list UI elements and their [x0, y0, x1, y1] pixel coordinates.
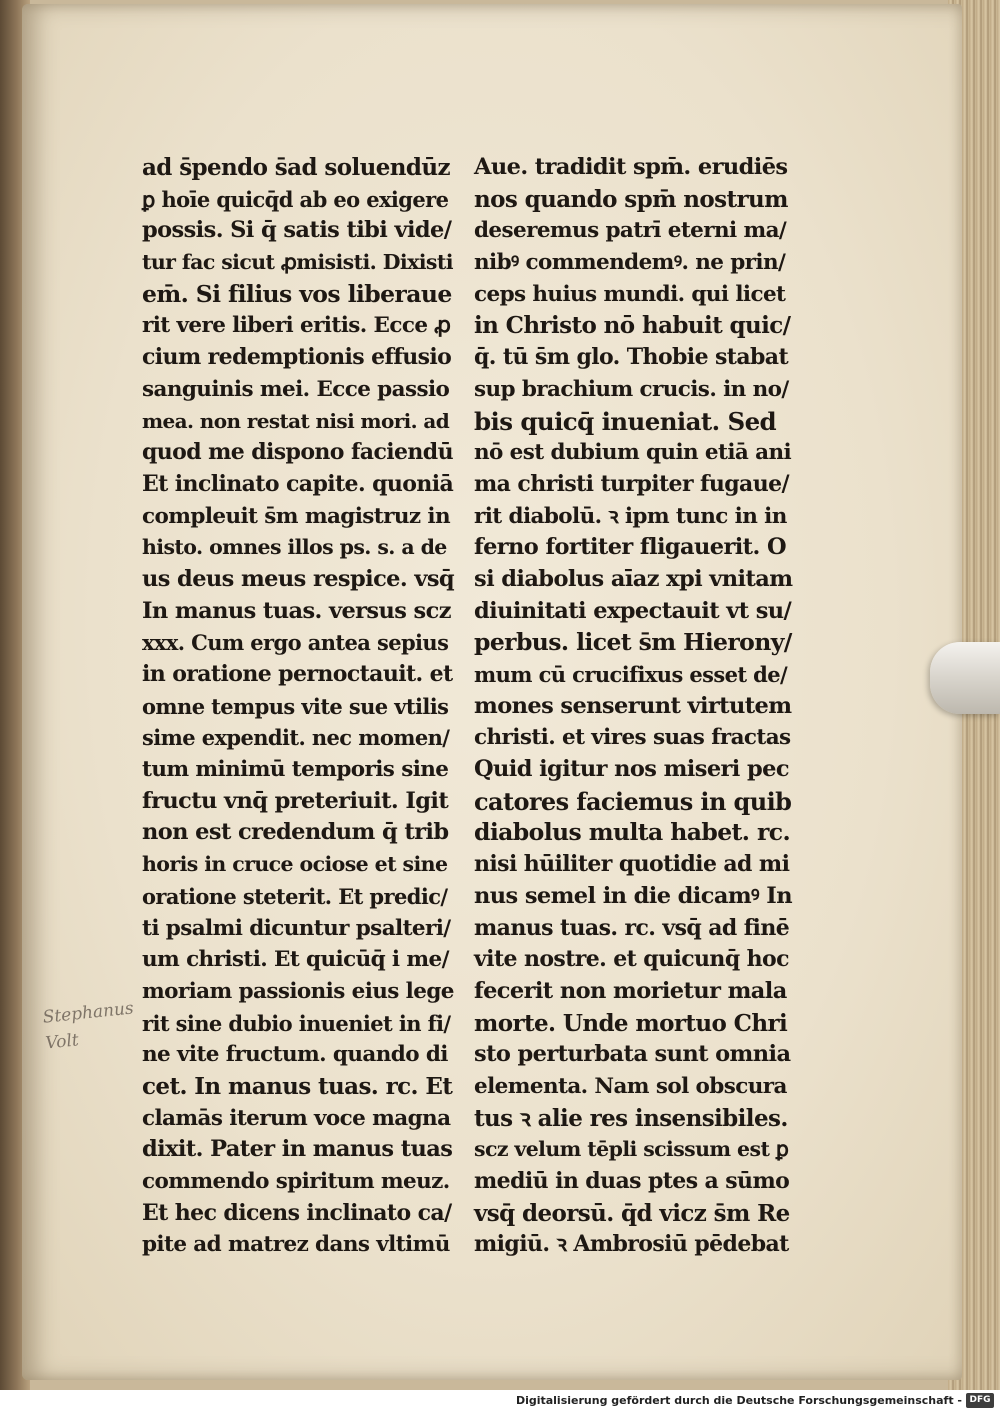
- page-clip: [930, 642, 1000, 714]
- text-line: xxx. Cum ergo antea sepius: [142, 630, 449, 656]
- text-line: possis. Si q̄ satis tibi vide/: [142, 217, 452, 244]
- text-line: non est credendum q̄ trib: [142, 819, 449, 846]
- text-line: perbus. licet s̄m Hierony/: [474, 628, 792, 657]
- text-line: commendo spiritum meuz.: [142, 1169, 450, 1194]
- text-line: fructu vnq̄ preteriuit. Igit: [142, 787, 449, 814]
- text-line: ad s̄pendo s̄ad soluendūz: [142, 154, 450, 181]
- margin-note-line: Volt: [44, 1030, 80, 1054]
- text-line: deseremus patrī eterni ma/: [474, 218, 787, 244]
- text-line: si diabolus aīaz xpi vnitam: [474, 565, 793, 592]
- text-line: rit vere liberi eritis. Ecce ꝓ: [142, 313, 451, 339]
- text-line: diabolus multa habet. rc.: [474, 818, 791, 847]
- dfg-logo: DFG: [966, 1393, 994, 1408]
- text-line: in Christo nō habuit quic/: [474, 312, 791, 340]
- text-line: nibꝰ commendemꝰ. ne prin/: [474, 250, 786, 276]
- text-line: mediū in duas ptes a sūmo: [474, 1168, 790, 1194]
- text-line: ferno fortiter fligauerit. O: [474, 534, 786, 561]
- margin-note-line: Stephanus: [41, 998, 135, 1028]
- text-line: diuinitati expectauit vt su/: [474, 597, 792, 624]
- text-line: Aue. tradidit spm̄. erudiēs: [474, 154, 788, 180]
- text-line: tum minimū temporis sine: [142, 757, 449, 783]
- text-line: catores faciemus in quib: [474, 786, 792, 816]
- text-line: cium redemptionis effusio: [142, 344, 452, 371]
- text-line: Et hec dicens inclinato ca/: [142, 1199, 452, 1226]
- text-line: Et inclinato capite. quoniā: [142, 470, 454, 497]
- text-line: moriam passionis eius lege: [142, 978, 454, 1004]
- footer-bar: [0, 1390, 1000, 1413]
- text-line: ne vite fructum. quando di: [142, 1042, 448, 1068]
- text-line: Quid igitur nos miseri pec: [474, 756, 789, 783]
- text-line: um christi. Et quicūq̄ i me/: [142, 947, 449, 973]
- text-line: q̄. tū s̄m glo. Thobie stabat: [474, 344, 789, 371]
- text-line: cet. In manus tuas. rc. Et: [142, 1072, 453, 1100]
- text-line: christi. et vires suas fractas: [474, 725, 791, 751]
- text-line: mones senserunt virtutem: [474, 692, 792, 719]
- text-line: omne tempus vite sue vtilis: [142, 693, 449, 719]
- text-line: scz velum tēpli scissum est ꝑ: [474, 1137, 789, 1162]
- text-line: sup brachium crucis. in no/: [474, 376, 789, 402]
- text-line: morte. Unde mortuo Chri: [474, 1009, 788, 1037]
- text-line: clamās iterum voce magna: [142, 1105, 451, 1131]
- text-line: migiū. ꝛ Ambrosiū pēdebat: [474, 1231, 789, 1258]
- book-page: [22, 4, 962, 1380]
- text-line: tur fac sicut ꝓmisisti. Dixisti: [142, 250, 453, 275]
- text-line: ꝑ hoīe quicq̄d ab eo exigere: [142, 186, 449, 212]
- text-line: rit diabolū. ꝛ ipm tunc in in: [474, 503, 787, 529]
- text-line: us deus meus respice. vsq̄: [142, 565, 455, 592]
- text-column-left: [142, 152, 454, 1261]
- text-line: vite nostre. et quicunq̄ hoc: [474, 946, 789, 973]
- text-line: quod me dispono faciendū: [142, 439, 453, 466]
- text-line: vsq̄ deorsū. q̄d vicz s̄m Re: [474, 1199, 790, 1227]
- text-line: manus tuas. rc. vsq̄ ad finē: [474, 914, 790, 941]
- text-line: bis quicq̄ inueniat. Sed: [474, 406, 777, 436]
- text-line: pite ad matrez dans vltimū: [142, 1232, 450, 1258]
- text-line: nisi hūiliter quotidie ad mi: [474, 851, 790, 878]
- text-line: rit sine dubio inueniet in fi/: [142, 1010, 451, 1036]
- text-line: ma christi turpiter fugaue/: [474, 470, 789, 497]
- text-line: nos quando spm̄ nostrum: [474, 185, 788, 213]
- text-line: dixit. Pater in manus tuas: [142, 1136, 453, 1163]
- text-line: sanguinis mei. Ecce passio: [142, 376, 450, 402]
- text-line: oratione steterit. Et predic/: [142, 883, 448, 909]
- text-line: histo. omnes illos ps. s. a de: [142, 535, 447, 560]
- text-line: mum cū crucifixus esset de/: [474, 662, 788, 687]
- text-line: compleuit s̄m magistruz in: [142, 503, 450, 529]
- text-line: fecerit non morietur mala: [474, 977, 787, 1004]
- text-line: sto perturbata sunt omnia: [474, 1041, 791, 1068]
- text-line: nus semel in die dicamꝰ In: [474, 882, 792, 909]
- text-line: nō est dubium quin etiā ani: [474, 440, 792, 466]
- text-column-right: [474, 152, 792, 1261]
- text-line: horis in cruce ociose et sine: [142, 852, 448, 877]
- text-line: ti psalmi dicuntur psalteri/: [142, 915, 451, 941]
- handwritten-margin-note: [42, 995, 138, 1056]
- text-line: In manus tuas. versus scz: [142, 597, 451, 624]
- text-line: elementa. Nam sol obscura: [474, 1073, 787, 1099]
- text-line: mea. non restat nisi mori. ad: [142, 408, 450, 433]
- text-line: in oratione pernoctauit. et: [142, 661, 453, 687]
- text-line: ceps huius mundi. qui licet: [474, 281, 786, 307]
- text-line: em̄. Si filius vos liberaue: [142, 279, 452, 308]
- text-line: tus ꝛ alie res insensibiles.: [474, 1104, 788, 1132]
- funding-credit: Digitalisierung gefördert durch die Deutsche Forschungsgemeinschaft -: [515, 1394, 962, 1407]
- text-line: sime expendit. nec momen/: [142, 725, 450, 751]
